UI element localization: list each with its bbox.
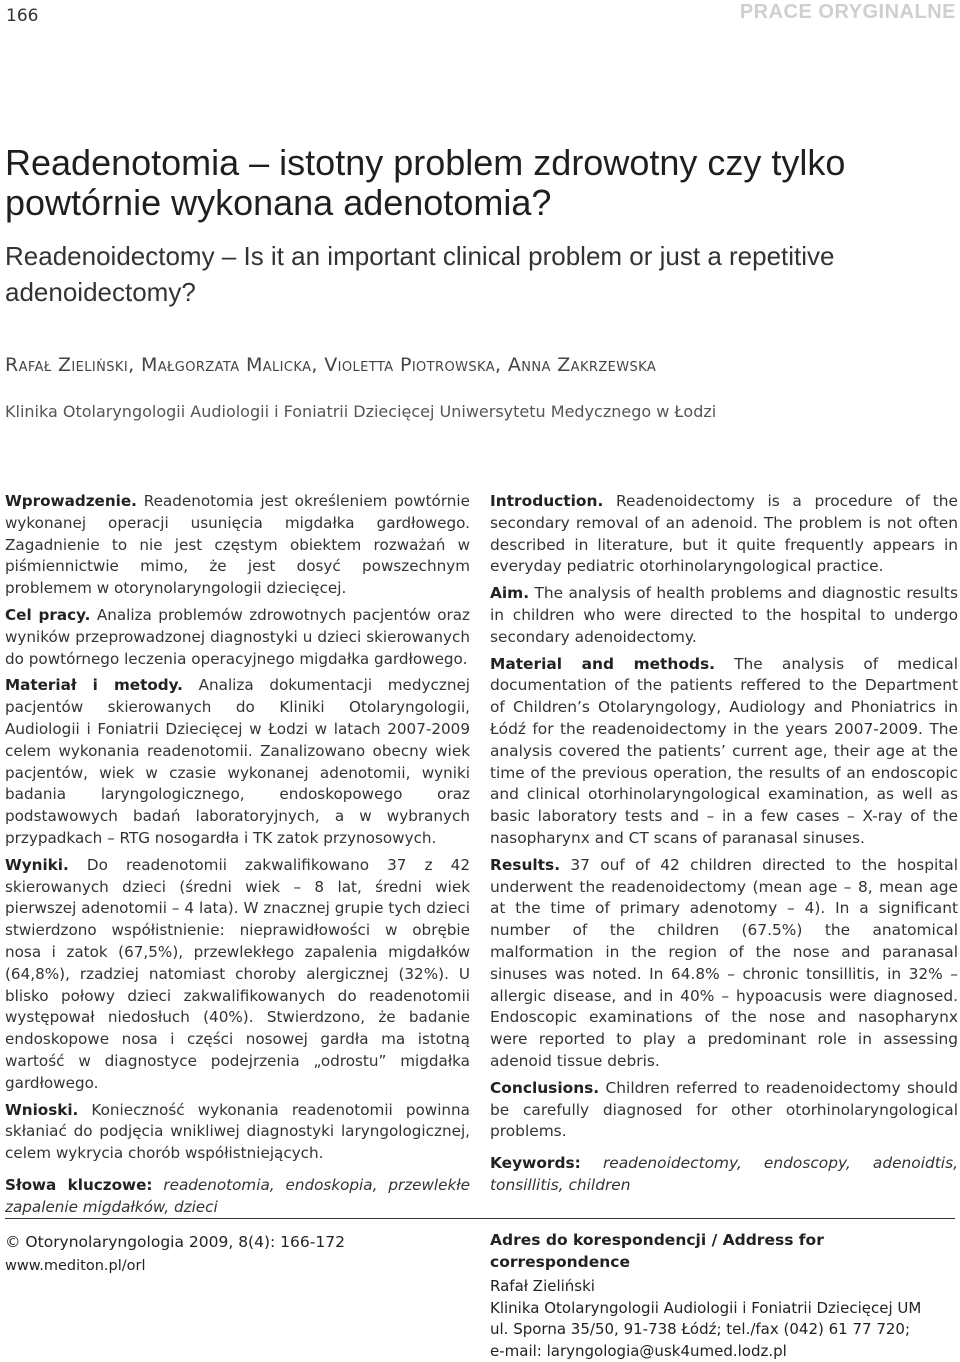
label: Wprowadzenie. bbox=[5, 492, 137, 510]
correspondence-block bbox=[490, 1230, 960, 1362]
abstract-en-aim bbox=[490, 583, 958, 648]
abstract-en-results bbox=[490, 855, 958, 1073]
abstract-pl-aim bbox=[5, 605, 470, 670]
abstract-pl-introduction bbox=[5, 491, 470, 600]
label: Słowa kluczowe: bbox=[5, 1176, 152, 1194]
label: Cel pracy. bbox=[5, 606, 90, 624]
abstract-pl-conclusions bbox=[5, 1100, 470, 1165]
text: Children referred to readenoidectomy should be carefully diagnosed for other otorhinolaryngological problems. bbox=[490, 1079, 958, 1141]
label: Introduction. bbox=[490, 492, 603, 510]
citation-block bbox=[5, 1230, 345, 1278]
title-polish: Readenotomia – istotny problem zdrowotny czy tylko powtórnie wykonana adenotomia? bbox=[5, 143, 955, 223]
label: Materiał i metody. bbox=[5, 676, 183, 694]
abstract-en-methods bbox=[490, 654, 958, 850]
correspondence-name: Rafał Zieliński bbox=[490, 1276, 960, 1298]
abstract-pl-keywords bbox=[5, 1175, 470, 1219]
text: Analiza problemów zdrowotnych pacjentów oraz wyników przeprowadzonej diagnostyki u dzieci skierowanych do powtórnego leczenia operacyjnego migdałka gardłowego. bbox=[5, 606, 470, 668]
abstract-polish bbox=[5, 491, 470, 1224]
journal-url-link[interactable]: www.mediton.pl/orl bbox=[5, 1254, 345, 1278]
label: Wnioski. bbox=[5, 1101, 78, 1119]
text: readenotomia, endoskopia, przewlekłe zapalenie migdałków, dzieci bbox=[5, 1176, 470, 1216]
abstract-pl-methods bbox=[5, 675, 470, 849]
correspondence-heading: Adres do korespondencji / Address for correspondence bbox=[490, 1230, 960, 1273]
correspondence-email-link[interactable]: e-mail: laryngologia@usk4umed.lodz.pl bbox=[490, 1341, 960, 1362]
text: Analiza dokumentacji medycznej pacjentów skierowanych do Kliniki Otolaryngologii, Audiologii i Foniatrii Dziecięcej w Łodzi w latach 2007-2009 celem wykonania readenotomii. Zanalizowano obecny wiek pacjentów, wiek w czasie wykonanej adenotomii, wyniki badania laryngologicznego, endoskopowego oraz podstawowych badań laboratoryjnych, a w wybranych przypadkach – RTG nosogardła i TK zatok przynosowych. bbox=[5, 676, 470, 847]
text: The analysis of medical documentation of the patients reffered to the Department of Children’s Otolaryngology, Audiology and Phoniatrics in Łódź for the readenoidectomy in the years 2007-2009. The analysis covered the patients’ current age, their age at the time of the previous operation, the results of an endoscopic and clinical otorhinolaryngological examination, as well as basic laboratory tests and – in a few cases – X-ray of the nasopharynx and CT scans of paranasal sinuses. bbox=[490, 655, 958, 847]
title-english: Readenoidectomy – Is it an important clinical problem or just a repetitive adenoidectomy? bbox=[5, 238, 955, 310]
footer-divider bbox=[5, 1218, 955, 1219]
label: Wyniki. bbox=[5, 856, 69, 874]
page-number: 166 bbox=[6, 6, 38, 26]
abstract-en-introduction bbox=[490, 491, 958, 578]
correspondence-street: ul. Sporna 35/50, 91-738 Łódź; tel./fax (042) 61 77 720; bbox=[490, 1319, 960, 1341]
text: Konieczność wykonania readenotomii powinna skłaniać do podjęcia wnikliwej diagnostyki laryngologicznej, celem wykrycia chorób współistniejących. bbox=[5, 1101, 470, 1163]
abstract-en-keywords bbox=[490, 1153, 958, 1197]
text: Readenoidectomy is a procedure of the secondary removal of an adenoid. The problem is not often described in literature, but it quite frequently appears in everyday pediatric otorhinolaryngological practice. bbox=[490, 492, 958, 575]
affiliation: Klinika Otolaryngologii Audiologii i Foniatrii Dziecięcej Uniwersytetu Medycznego w Łodzi bbox=[5, 402, 716, 421]
correspondence-institution: Klinika Otolaryngologii Audiologii i Foniatrii Dziecięcej UM bbox=[490, 1298, 960, 1320]
label: Aim. bbox=[490, 584, 529, 602]
label: Keywords: bbox=[490, 1154, 581, 1172]
authors: Rafał Zieliński, Małgorzata Malicka, Violetta Piotrowska, Anna Zakrzewska bbox=[5, 354, 656, 376]
label: Material and methods. bbox=[490, 655, 715, 673]
section-label: PRACE ORYGINALNE bbox=[740, 1, 956, 24]
citation: © Otorynolaryngologia 2009, 8(4): 166-172 bbox=[5, 1230, 345, 1254]
text: readenoidectomy, endoscopy, adenoidtis, tonsillitis, children bbox=[490, 1154, 958, 1194]
label: Results. bbox=[490, 856, 560, 874]
text: Do readenotomii zakwalifikowano 37 z 42 skierowanych dzieci (średni wiek – 8 lat, średni wiek pierwszej adenotomii – 4 lata). W znacznej grupie tych dzieci stwierdzono współistnienie: nieprawidłowości w obrębie nosa i zatok (67,5%), przewlekłego zapalenia migdałków (64,8%), rzadziej natomiast choroby alergicznej (32%). U blisko połowy dzieci zakwalifikowanych do readenotomii występował niedosłuch (40%). Stwierdzono, że badanie endoskopowe nosa i części nosowej gardła ma istotną wartość w diagnostyce podejrzenia „odrostu” migdałka gardłowego. bbox=[5, 856, 470, 1092]
label: Conclusions. bbox=[490, 1079, 599, 1097]
text: The analysis of health problems and diagnostic results in children who were directed to the hospital to undergo secondary adenoidectomy. bbox=[490, 584, 958, 646]
abstract-pl-results bbox=[5, 855, 470, 1095]
text: 37 ouf of 42 children directed to the hospital underwent the readenoidectomy (mean age – 8, mean age at the time of primary adenotomy – 4). In a significant number of the children (67.5%) the anatomical malformation in the region of the nose and paranasal sinuses was noted. In 64.8% – chronic tonsillitis, in 32% – allergic disease, and in 40% – hypoacusis were diagnosed. Endoscopic examinations of the nose and nasopharynx were reported to play a predominant role in assessing adenoid tissue debris. bbox=[490, 856, 958, 1070]
abstract-en-conclusions bbox=[490, 1078, 958, 1143]
text: Readenotomia jest określeniem powtórnie wykonanej operacji usunięcia migdałka gardłowego. Zagadnienie to nie jest częstym obiektem rozważań w piśmiennictwie mimo, że jest dosyć powszechnym problemem w otorynolaryngologii dziecięcej. bbox=[5, 492, 470, 597]
abstract-english bbox=[490, 491, 958, 1202]
